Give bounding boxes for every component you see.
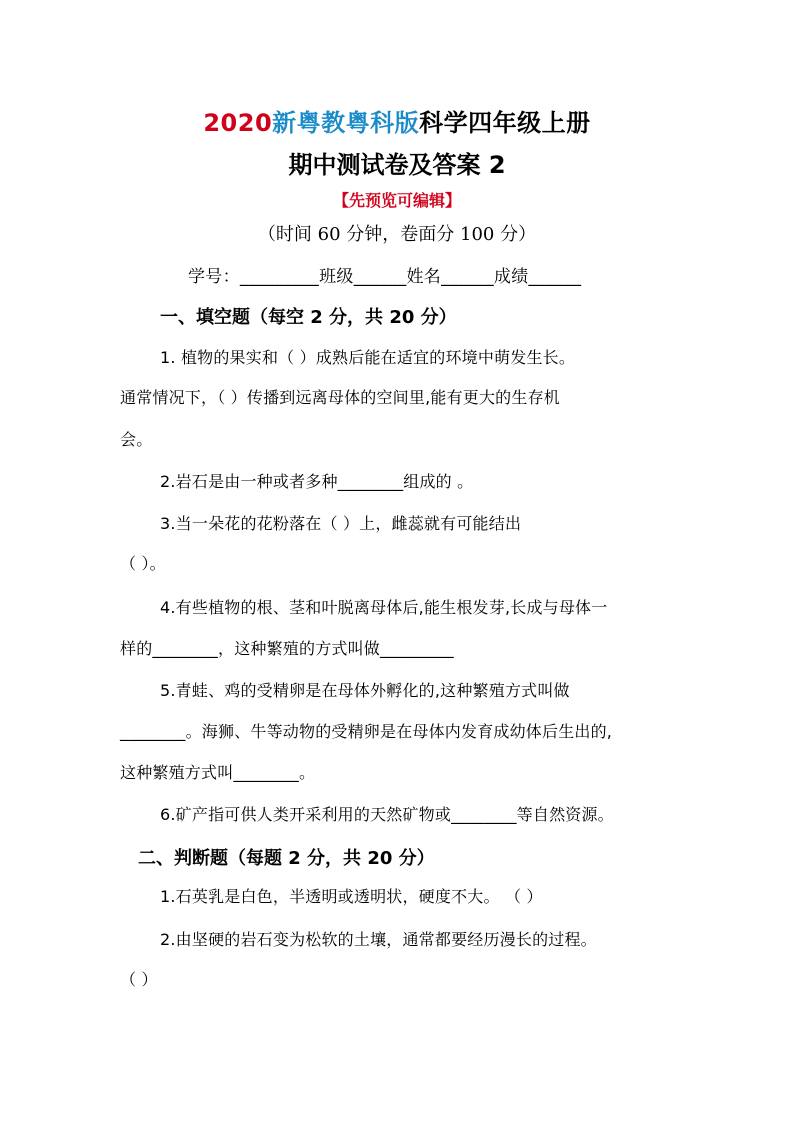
document-title	[0, 103, 794, 138]
student-info-line: 学号：_________班级______姓名______成绩______	[188, 267, 582, 287]
q4-line2: 样的________，这种繁殖的方式叫做_________	[120, 639, 454, 658]
q4-line1: 4.有些植物的根、茎和叶脱离母体后,能生根发芽,长成与母体一	[160, 598, 608, 617]
q5-line3: 这种繁殖方式叫________。	[120, 763, 316, 782]
q3-line1: 3.当一朵花的花粉落在（ ）上，雌蕊就有可能结出	[160, 514, 522, 533]
exam-time-note: （时间 60 分钟，卷面分 100 分）	[257, 224, 537, 245]
document-title-line2: 期中测试卷及答案 2	[288, 151, 506, 179]
q1-line1: 1. 植物的果实和（ ）成熟后能在适宜的环境中萌发生长。	[160, 348, 576, 367]
judge-q2-line2: （ ）	[120, 970, 158, 989]
judge-q2-line1: 2.由坚硬的岩石变为松软的土壤，通常都要经历漫长的过程。	[160, 930, 597, 949]
judge-q1-line1: 1.石英乳是白色，半透明或透明状，硬度不大。 （ ）	[160, 887, 543, 906]
q1-line2: 通常情况下，（ ）传播到远离母体的空间里,能有更大的生存机	[120, 388, 560, 407]
section-2-heading: 二、判断题（每题 2 分，共 20 分）	[138, 848, 435, 869]
q5-line2: ________。海狮、牛等动物的受精卵是在母体内发育成幼体后生出的,	[120, 722, 613, 741]
q6-line1: 6.矿产指可供人类开采利用的天然矿物或________等自然资源。	[160, 805, 614, 824]
q5-line1: 5.青蛙、鸡的受精卵是在母体外孵化的,这种繁殖方式叫做	[160, 681, 570, 700]
preview-note: 【先预览可编辑】	[332, 191, 461, 210]
q1-line3: 会。	[120, 430, 153, 449]
q2-line1: 2.岩石是由一种或者多种________组成的 。	[160, 472, 474, 491]
title-rest: 科学四年级上册	[419, 109, 591, 137]
section-1-heading: 一、填空题（每空 2 分，共 20 分）	[160, 307, 457, 328]
title-year: 2020	[203, 109, 273, 137]
title-brand: 新粤教粤科版	[272, 109, 420, 137]
q3-line2: （ ）。	[120, 554, 166, 573]
